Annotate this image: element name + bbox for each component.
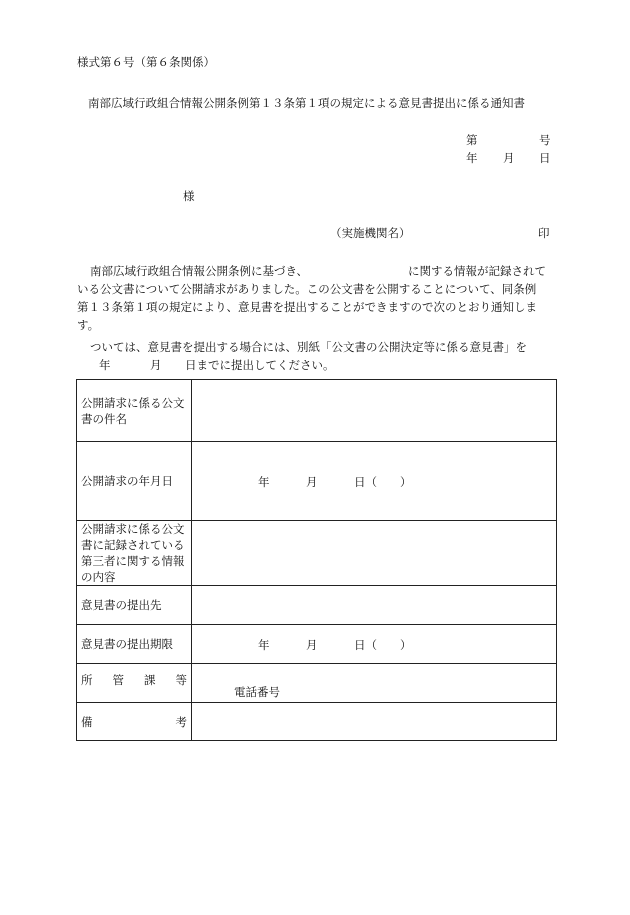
remarks-label: 備 考	[77, 703, 192, 741]
sender-institution: （実施機関名）	[330, 226, 411, 240]
reference-year: 年	[466, 151, 478, 165]
body-line-1b: に関する情報が記録されて	[408, 264, 546, 278]
deadline-year: 年	[99, 358, 111, 372]
department-field[interactable]	[192, 664, 557, 703]
request-subject-label: 公開請求に係る公文書の件名	[77, 380, 192, 442]
submission-deadline-label: 意見書の提出期限	[77, 625, 192, 664]
request-date-day: 日（ ）	[354, 475, 412, 489]
deadline-rest: 日までに提出してください。	[185, 358, 335, 372]
request-date-month: 月	[306, 475, 318, 489]
reference-month: 月	[503, 151, 515, 165]
table-row	[77, 586, 557, 625]
reference-number-prefix: 第	[466, 133, 478, 147]
request-date-field[interactable]	[192, 442, 557, 521]
table-row	[77, 703, 557, 741]
notice-form-table	[76, 379, 557, 741]
table-row	[77, 380, 557, 442]
department-label: 所 管 課 等	[77, 664, 192, 703]
third-party-info-label: 公開請求に係る公文書に記録されている第三者に関する情報の内容	[77, 521, 192, 586]
body-line-2: いる公文書について公開請求がありました。この公文書を公開することについて、同条例	[77, 282, 537, 296]
third-party-info-field[interactable]	[192, 521, 557, 586]
table-row	[77, 521, 557, 586]
request-subject-field[interactable]	[192, 380, 557, 442]
submission-destination-field[interactable]	[192, 586, 557, 625]
submission-deadline-day: 日（ ）	[354, 638, 412, 652]
body-line-1a: 南部広域行政組合情報公開条例に基づき、	[90, 264, 309, 278]
table-row	[77, 442, 557, 521]
addressee-honorific: 様	[183, 189, 195, 203]
submission-destination-label: 意見書の提出先	[77, 586, 192, 625]
table-row	[77, 625, 557, 664]
reference-number-suffix: 号	[539, 133, 551, 147]
document-title: 南部広域行政組合情報公開条例第１３条第１項の規定による意見書提出に係る通知書	[88, 96, 525, 110]
body-line-5: ついては、意見書を提出する場合には、別紙「公文書の公開決定等に係る意見書」を	[90, 340, 527, 354]
submission-deadline-month: 月	[306, 638, 318, 652]
seal-mark: 印	[538, 226, 550, 240]
body-line-3: 第１３条第１項の規定により、意見書を提出することができますので次のとおり通知しま	[77, 300, 537, 314]
request-date-label: 公開請求の年月日	[77, 442, 192, 521]
submission-deadline-field[interactable]	[192, 625, 557, 664]
form-number: 様式第６号（第６条関係）	[77, 55, 215, 69]
phone-number-label: 電話番号	[234, 685, 280, 699]
reference-day: 日	[539, 151, 551, 165]
table-row	[77, 664, 557, 703]
remarks-field[interactable]	[192, 703, 557, 741]
deadline-month: 月	[150, 358, 162, 372]
submission-deadline-year: 年	[258, 638, 270, 652]
request-date-year: 年	[258, 475, 270, 489]
body-line-4: す。	[77, 318, 100, 332]
